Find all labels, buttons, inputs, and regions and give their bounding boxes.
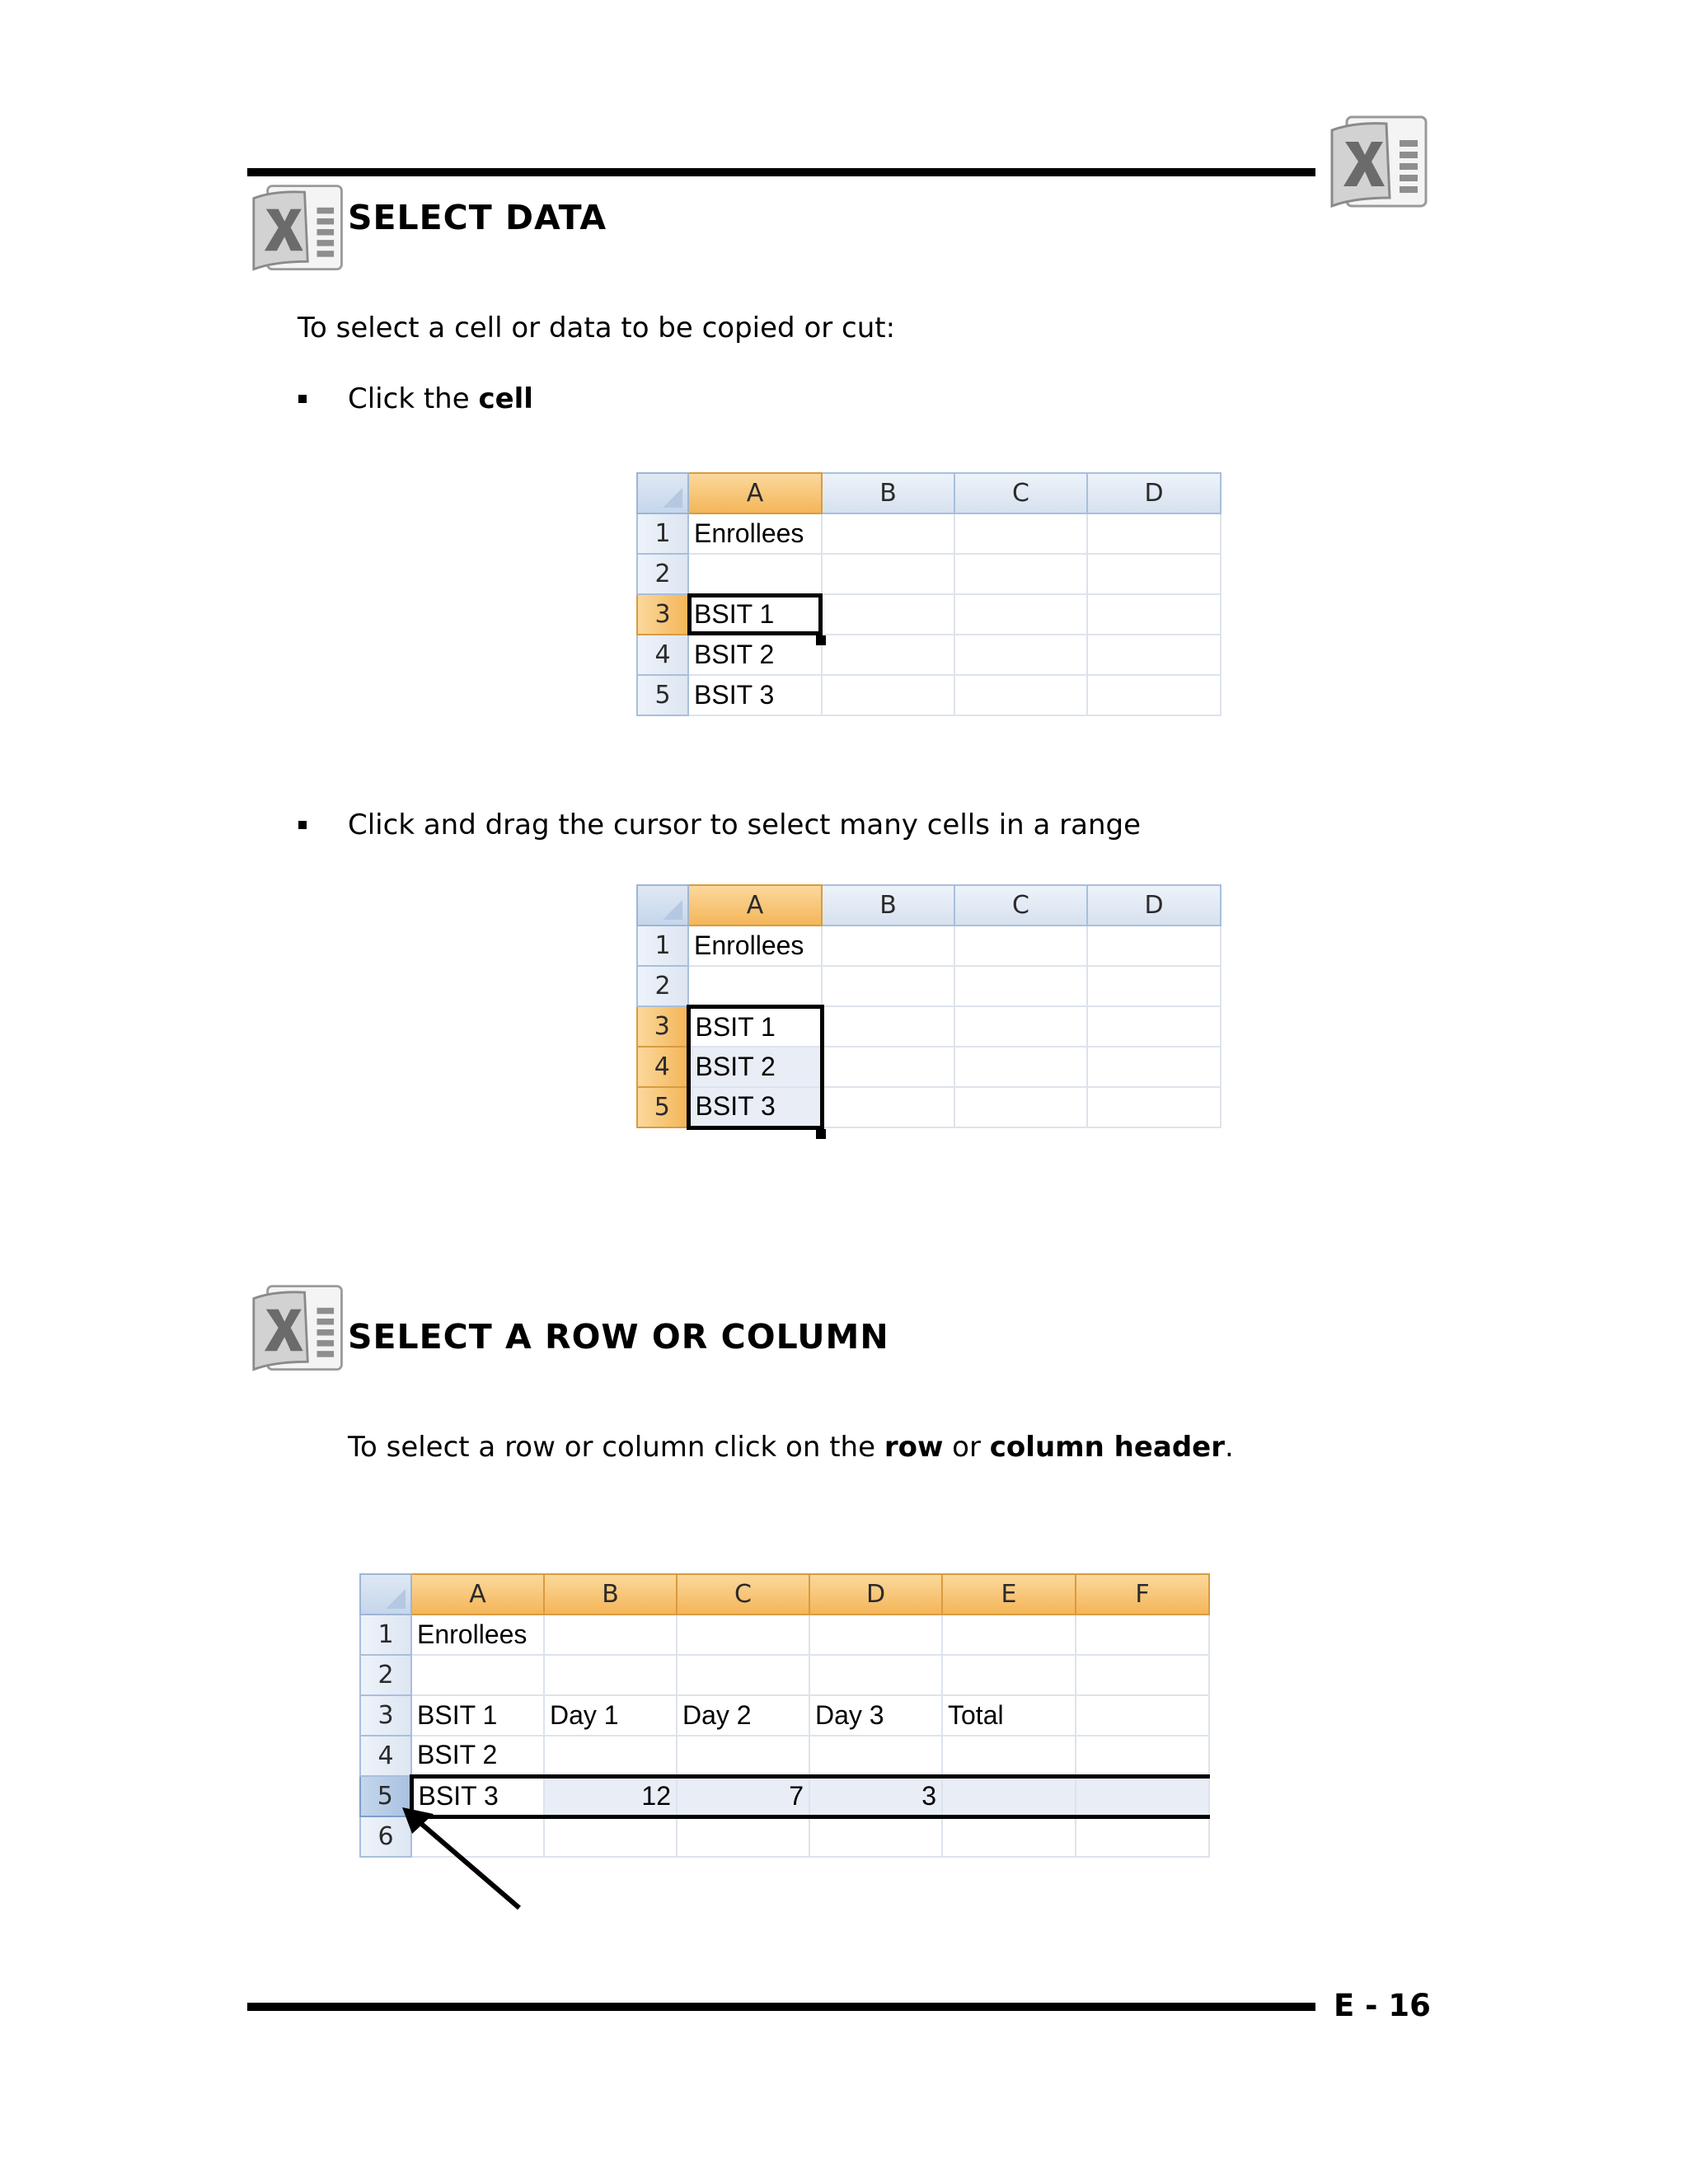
- page-number: E - 16: [1334, 1988, 1431, 2023]
- bullet-icon: [298, 395, 307, 403]
- cell[interactable]: [809, 1615, 942, 1655]
- column-header[interactable]: A: [411, 1574, 544, 1615]
- cell[interactable]: [822, 926, 954, 966]
- cell[interactable]: [677, 1816, 809, 1857]
- column-header[interactable]: B: [822, 473, 954, 513]
- bullet-icon: [298, 821, 307, 829]
- cell[interactable]: [677, 1655, 809, 1695]
- row-header[interactable]: 2: [360, 1655, 411, 1695]
- cell[interactable]: [822, 635, 954, 675]
- cell[interactable]: [822, 1087, 954, 1127]
- cell[interactable]: [688, 554, 822, 594]
- footer-rule: [247, 2003, 1315, 2011]
- cell[interactable]: [942, 1615, 1076, 1655]
- selected-cell[interactable]: BSIT 2: [688, 1047, 822, 1087]
- cell[interactable]: [822, 513, 954, 554]
- cell[interactable]: [1087, 513, 1221, 554]
- excel-logo-icon: [247, 1282, 351, 1377]
- selected-cell[interactable]: BSIT 3: [688, 1087, 822, 1127]
- column-header[interactable]: C: [954, 473, 1087, 513]
- cell[interactable]: [677, 1615, 809, 1655]
- row-header[interactable]: 4: [637, 1047, 688, 1087]
- row-header[interactable]: 2: [637, 554, 688, 594]
- cell[interactable]: [1076, 1615, 1209, 1655]
- selected-cell[interactable]: 7: [677, 1776, 809, 1816]
- cell[interactable]: [809, 1736, 942, 1776]
- cell[interactable]: [1087, 675, 1221, 715]
- cell[interactable]: Day 3: [809, 1695, 942, 1736]
- column-header[interactable]: C: [677, 1574, 809, 1615]
- cell[interactable]: [1087, 594, 1221, 635]
- column-header[interactable]: D: [1087, 885, 1221, 926]
- cell[interactable]: [688, 966, 822, 1006]
- cell[interactable]: Enrollees: [688, 926, 822, 966]
- cell[interactable]: [822, 1047, 954, 1087]
- row-header[interactable]: 4: [360, 1736, 411, 1776]
- cell[interactable]: [1087, 1047, 1221, 1087]
- column-header[interactable]: D: [1087, 473, 1221, 513]
- excel-logo-icon: [1329, 112, 1432, 214]
- cell[interactable]: [954, 926, 1087, 966]
- cell[interactable]: [822, 554, 954, 594]
- selected-cell[interactable]: BSIT 1: [688, 594, 822, 635]
- cell[interactable]: [544, 1736, 677, 1776]
- column-header[interactable]: A: [688, 885, 822, 926]
- bullet-item: Click the cell: [348, 382, 533, 415]
- cell[interactable]: [1087, 1006, 1221, 1047]
- bullet-item: Click and drag the cursor to select many cells in a range: [348, 808, 1142, 841]
- selected-cell[interactable]: BSIT 3: [411, 1776, 544, 1816]
- spreadsheet-range: [636, 884, 1221, 1130]
- cell[interactable]: [1076, 1736, 1209, 1776]
- row-header[interactable]: 3: [637, 594, 688, 635]
- cell[interactable]: [544, 1615, 677, 1655]
- fill-handle[interactable]: [816, 635, 826, 645]
- cell[interactable]: Day 1: [544, 1695, 677, 1736]
- selected-cell[interactable]: 12: [544, 1776, 677, 1816]
- spreadsheet-single-cell: [636, 472, 1221, 716]
- cell[interactable]: [1087, 554, 1221, 594]
- cell[interactable]: [942, 1736, 1076, 1776]
- cell[interactable]: Enrollees: [688, 513, 822, 554]
- bold-term: row: [884, 1431, 944, 1464]
- cell[interactable]: [411, 1655, 544, 1695]
- cell[interactable]: [1087, 1087, 1221, 1127]
- select-all-corner[interactable]: [637, 885, 688, 926]
- row-header[interactable]: 1: [360, 1615, 411, 1655]
- row-header[interactable]: 3: [360, 1695, 411, 1736]
- cell[interactable]: BSIT 1: [411, 1695, 544, 1736]
- cell[interactable]: [822, 1006, 954, 1047]
- cell[interactable]: [1087, 635, 1221, 675]
- cell[interactable]: [1087, 966, 1221, 1006]
- row-header[interactable]: 2: [637, 966, 688, 1006]
- row-header[interactable]: 5: [637, 675, 688, 715]
- cell[interactable]: BSIT 2: [688, 635, 822, 675]
- cell[interactable]: [1076, 1816, 1209, 1857]
- cell[interactable]: [954, 635, 1087, 675]
- select-all-corner[interactable]: [360, 1574, 411, 1615]
- cell[interactable]: [954, 1087, 1087, 1127]
- row-header[interactable]: 3: [637, 1006, 688, 1047]
- cell[interactable]: [822, 675, 954, 715]
- column-header[interactable]: D: [809, 1574, 942, 1615]
- selected-cell[interactable]: [942, 1776, 1076, 1816]
- column-header[interactable]: F: [1076, 1574, 1209, 1615]
- cell[interactable]: [954, 966, 1087, 1006]
- column-header[interactable]: E: [942, 1574, 1076, 1615]
- header-rule: [247, 168, 1315, 176]
- row-header[interactable]: 6: [360, 1816, 411, 1857]
- cell[interactable]: [1087, 926, 1221, 966]
- cell[interactable]: [544, 1655, 677, 1695]
- cell[interactable]: [954, 1047, 1087, 1087]
- column-header[interactable]: C: [954, 885, 1087, 926]
- intro-text: To select a cell or data to be copied or cut:: [298, 312, 896, 344]
- cell[interactable]: [1076, 1655, 1209, 1695]
- cell[interactable]: [809, 1816, 942, 1857]
- cell[interactable]: [954, 554, 1087, 594]
- selected-cell[interactable]: BSIT 1: [688, 1006, 822, 1047]
- cell[interactable]: [942, 1816, 1076, 1857]
- intro-text: To select a row or column click on the row or column header.: [348, 1431, 1234, 1464]
- column-header[interactable]: B: [822, 885, 954, 926]
- cell[interactable]: [809, 1655, 942, 1695]
- select-all-corner[interactable]: [637, 473, 688, 513]
- excel-logo-icon: [247, 181, 351, 277]
- cell[interactable]: Day 2: [677, 1695, 809, 1736]
- selected-cell[interactable]: 3: [809, 1776, 942, 1816]
- row-header[interactable]: 1: [637, 513, 688, 554]
- section-title: SELECT A ROW OR COLUMN: [348, 1317, 889, 1357]
- column-header[interactable]: B: [544, 1574, 677, 1615]
- row-header-selected[interactable]: 5: [360, 1776, 411, 1816]
- cell[interactable]: [544, 1816, 677, 1857]
- section-title: SELECT DATA: [348, 198, 607, 237]
- row-header[interactable]: 5: [637, 1087, 688, 1127]
- cell[interactable]: Enrollees: [411, 1615, 544, 1655]
- cell[interactable]: Total: [942, 1695, 1076, 1736]
- fill-handle[interactable]: [816, 1129, 826, 1139]
- cell[interactable]: [1076, 1695, 1209, 1736]
- cell[interactable]: [822, 594, 954, 635]
- cell[interactable]: [822, 966, 954, 1006]
- selected-cell[interactable]: [1076, 1776, 1209, 1816]
- cell[interactable]: [942, 1655, 1076, 1695]
- row-header[interactable]: 4: [637, 635, 688, 675]
- column-header[interactable]: A: [688, 473, 822, 513]
- cell[interactable]: [677, 1736, 809, 1776]
- arrow-cursor-icon: [396, 1801, 528, 1916]
- cell[interactable]: BSIT 2: [411, 1736, 544, 1776]
- cell[interactable]: [954, 1006, 1087, 1047]
- cell[interactable]: [954, 513, 1087, 554]
- bold-term: cell: [478, 382, 533, 415]
- cell[interactable]: [954, 594, 1087, 635]
- cell[interactable]: [954, 675, 1087, 715]
- row-header[interactable]: 1: [637, 926, 688, 966]
- cell[interactable]: BSIT 3: [688, 675, 822, 715]
- bold-term: column header: [989, 1431, 1225, 1464]
